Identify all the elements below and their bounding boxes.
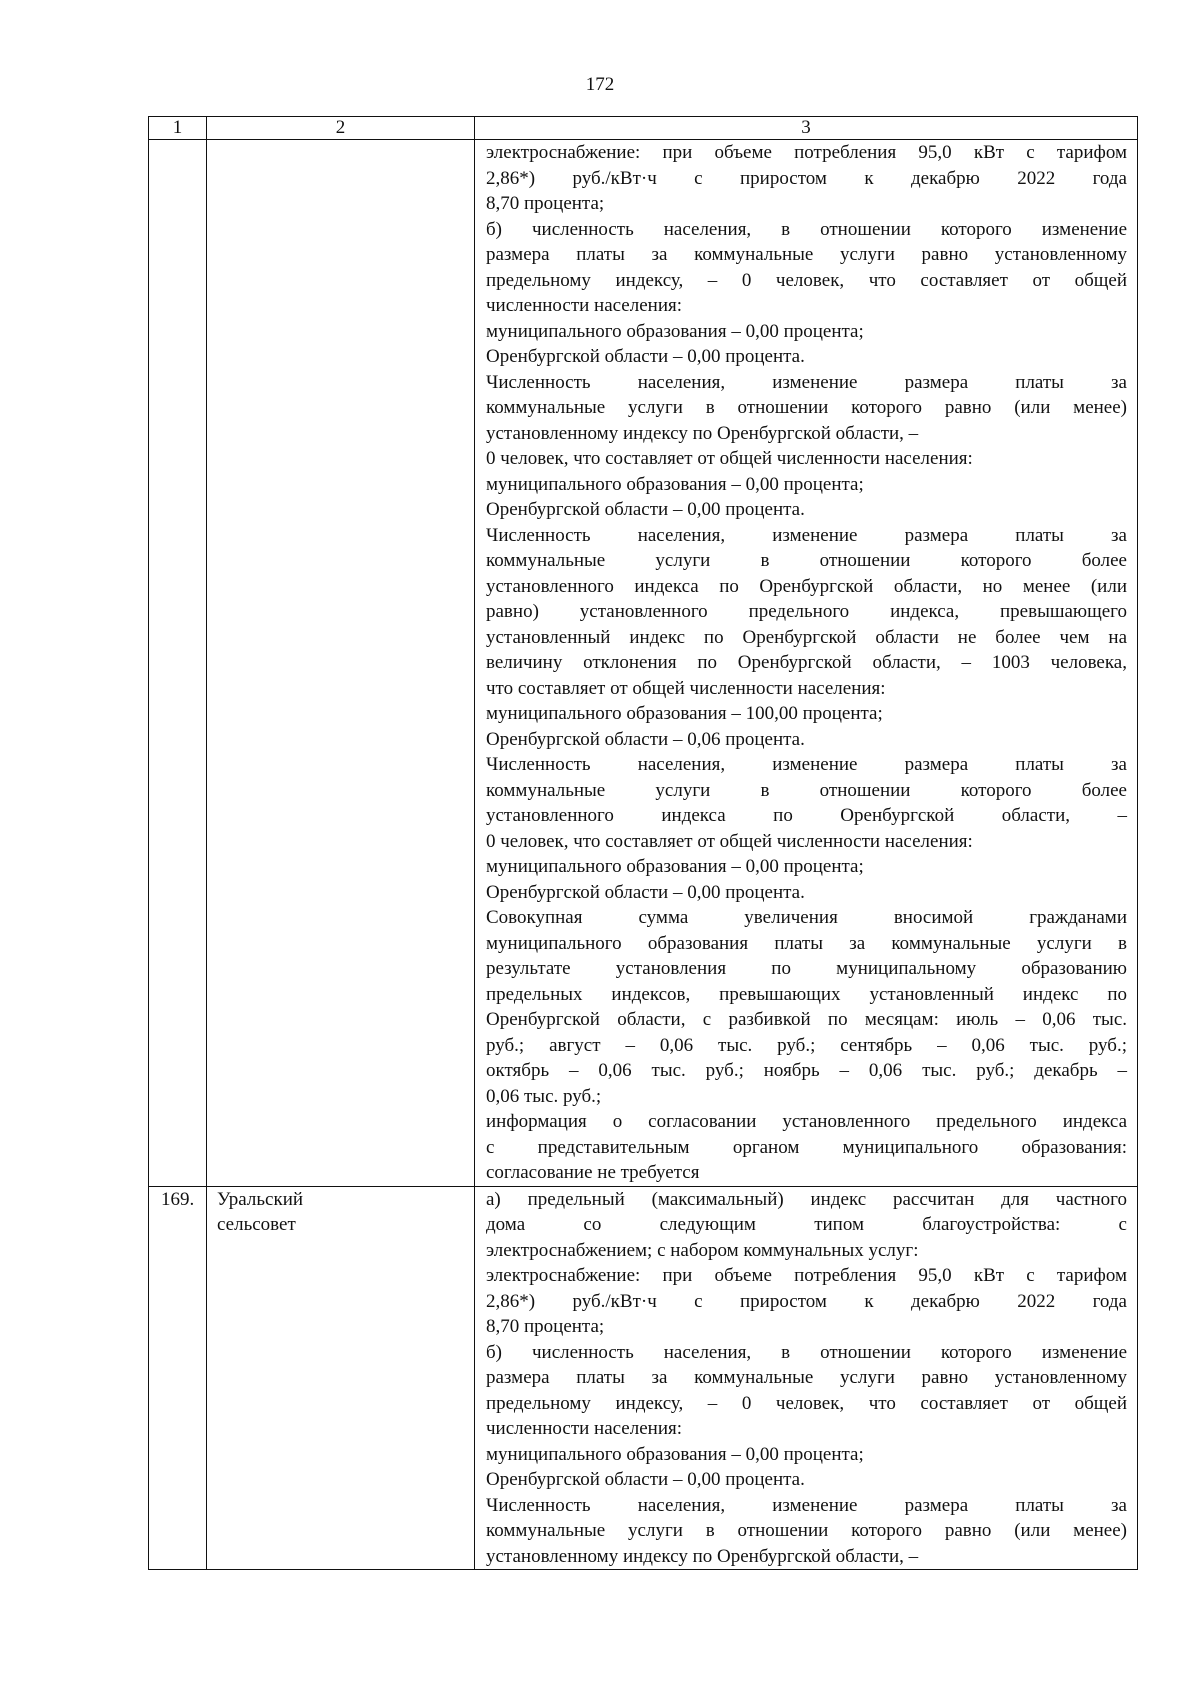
description-line: дома со следующим типом благоустройства: с	[486, 1214, 1127, 1235]
description-line: коммунальные услуги в отношении которого более	[486, 779, 1127, 801]
description-line: Оренбургской области – 0,00 процента.	[486, 881, 805, 903]
description-line: муниципального образования платы за коммунальные услуги в	[486, 932, 1127, 954]
description-line: Совокупная сумма увеличения вносимой гражданами	[486, 907, 1127, 928]
description-line: муниципального образования – 0,00 процента;	[486, 320, 864, 342]
description-line: коммунальные услуги в отношении которого равно (или менее)	[486, 1520, 1127, 1541]
description-line: размера платы за коммунальные услуги равно установленному	[486, 1367, 1127, 1388]
description-line: предельному индексу, – 0 человек, что составляет от общей	[486, 269, 1127, 291]
description-line: установленному индексу по Оренбургской области, –	[486, 422, 919, 444]
description-line: Оренбургской области – 0,00 процента.	[486, 1469, 805, 1490]
description-line: размера платы за коммунальные услуги равно установленному	[486, 244, 1127, 265]
municipality-name-line: Уральский	[217, 1188, 304, 1210]
table-header-row	[149, 117, 1138, 140]
description-line: результате установления по муниципальному образованию	[486, 958, 1127, 979]
page-number: 172	[585, 74, 615, 95]
description-cell	[475, 1186, 1138, 1570]
municipality-cell	[207, 1186, 475, 1570]
header-col-1: 1	[149, 117, 207, 140]
description-line: 8,70 процента;	[486, 1316, 605, 1337]
description-line: электроснабжение: при объеме потребления 95,0 кВт с тарифом	[486, 1265, 1127, 1286]
description-line: 0,06 тыс. руб.;	[486, 1085, 602, 1107]
description-cell	[475, 140, 1138, 1187]
table-row	[149, 1186, 1138, 1570]
description-line: установленного индекса по Оренбургской области, –	[486, 805, 1127, 826]
description-line: 2,86*) руб./кВт·ч с приростом к декабрю 2022 года	[486, 1290, 1127, 1312]
row-number: 169.	[161, 1188, 195, 1210]
description-line: 2,86*) руб./кВт·ч с приростом к декабрю 2022 года	[486, 167, 1127, 189]
description-line: Численность населения, изменение размера платы за	[486, 754, 1127, 775]
header-col-3: 3	[475, 117, 1138, 140]
description-line: 8,70 процента;	[486, 193, 605, 214]
description-line: предельных индексов, превышающих установленный индекс по	[486, 983, 1127, 1005]
description-line: предельному индексу, – 0 человек, что составляет от общей	[486, 1392, 1127, 1414]
description-line: октябрь – 0,06 тыс. руб.; ноябрь – 0,06 тыс. руб.; декабрь –	[486, 1060, 1127, 1081]
row-number-cell	[149, 140, 207, 1187]
description-line: муниципального образования – 0,00 процента;	[486, 1443, 864, 1465]
tariff-table	[148, 116, 1138, 1570]
description-line: электроснабжение: при объеме потребления 95,0 кВт с тарифом	[486, 142, 1127, 163]
description-line: 0 человек, что составляет от общей численности населения:	[486, 448, 973, 469]
description-line: Оренбургской области – 0,00 процента.	[486, 499, 805, 520]
description-line: б) численность населения, в отношении которого изменение	[486, 1341, 1127, 1363]
description-line: установленному индексу по Оренбургской области, –	[486, 1545, 919, 1567]
description-line: с представительным органом муниципального образования:	[486, 1136, 1127, 1158]
description-line: Оренбургской области – 0,06 процента.	[486, 728, 805, 750]
description-line: согласование не требуется	[486, 1162, 700, 1183]
description-line: муниципального образования – 0,00 процента;	[486, 473, 864, 495]
description-line: установленного индекса по Оренбургской области, но менее (или	[486, 575, 1127, 597]
description-line: численности населения:	[486, 295, 683, 316]
description-line: равно) установленного предельного индекса, превышающего	[486, 601, 1127, 622]
description-line: информация о согласовании установленного предельного индекса	[486, 1111, 1127, 1132]
description-line: руб.; август – 0,06 тыс. руб.; сентябрь – 0,06 тыс. руб.;	[486, 1034, 1127, 1056]
description-line: коммунальные услуги в отношении которого равно (или менее)	[486, 397, 1127, 418]
description-line: Численность населения, изменение размера платы за	[486, 1494, 1127, 1516]
row-number-cell	[149, 1186, 207, 1570]
description-line: установленный индекс по Оренбургской области не более чем на	[486, 626, 1127, 648]
description-line: электроснабжением; с набором коммунальных услуг:	[486, 1239, 919, 1261]
table-row	[149, 140, 1138, 1187]
description-line: Оренбургской области – 0,00 процента.	[486, 346, 805, 367]
description-line: 0 человек, что составляет от общей численности населения:	[486, 830, 973, 852]
municipality-cell	[207, 140, 475, 1187]
description-line: а) предельный (максимальный) индекс рассчитан для частного	[486, 1188, 1127, 1210]
header-col-2: 2	[207, 117, 475, 140]
description-line: численности населения:	[486, 1418, 683, 1439]
description-line: Численность населения, изменение размера платы за	[486, 524, 1127, 546]
description-line: что составляет от общей численности населения:	[486, 677, 886, 699]
municipality-name-line: сельсовет	[217, 1214, 296, 1235]
description-line: муниципального образования – 0,00 процента;	[486, 856, 864, 877]
description-line: величину отклонения по Оренбургской области, – 1003 человека,	[486, 652, 1127, 673]
description-line: коммунальные услуги в отношении которого более	[486, 550, 1127, 571]
description-line: муниципального образования – 100,00 процента;	[486, 703, 883, 724]
description-line: б) численность населения, в отношении которого изменение	[486, 218, 1127, 240]
description-line: Оренбургской области, с разбивкой по месяцам: июль – 0,06 тыс.	[486, 1009, 1127, 1030]
description-line: Численность населения, изменение размера платы за	[486, 371, 1127, 393]
